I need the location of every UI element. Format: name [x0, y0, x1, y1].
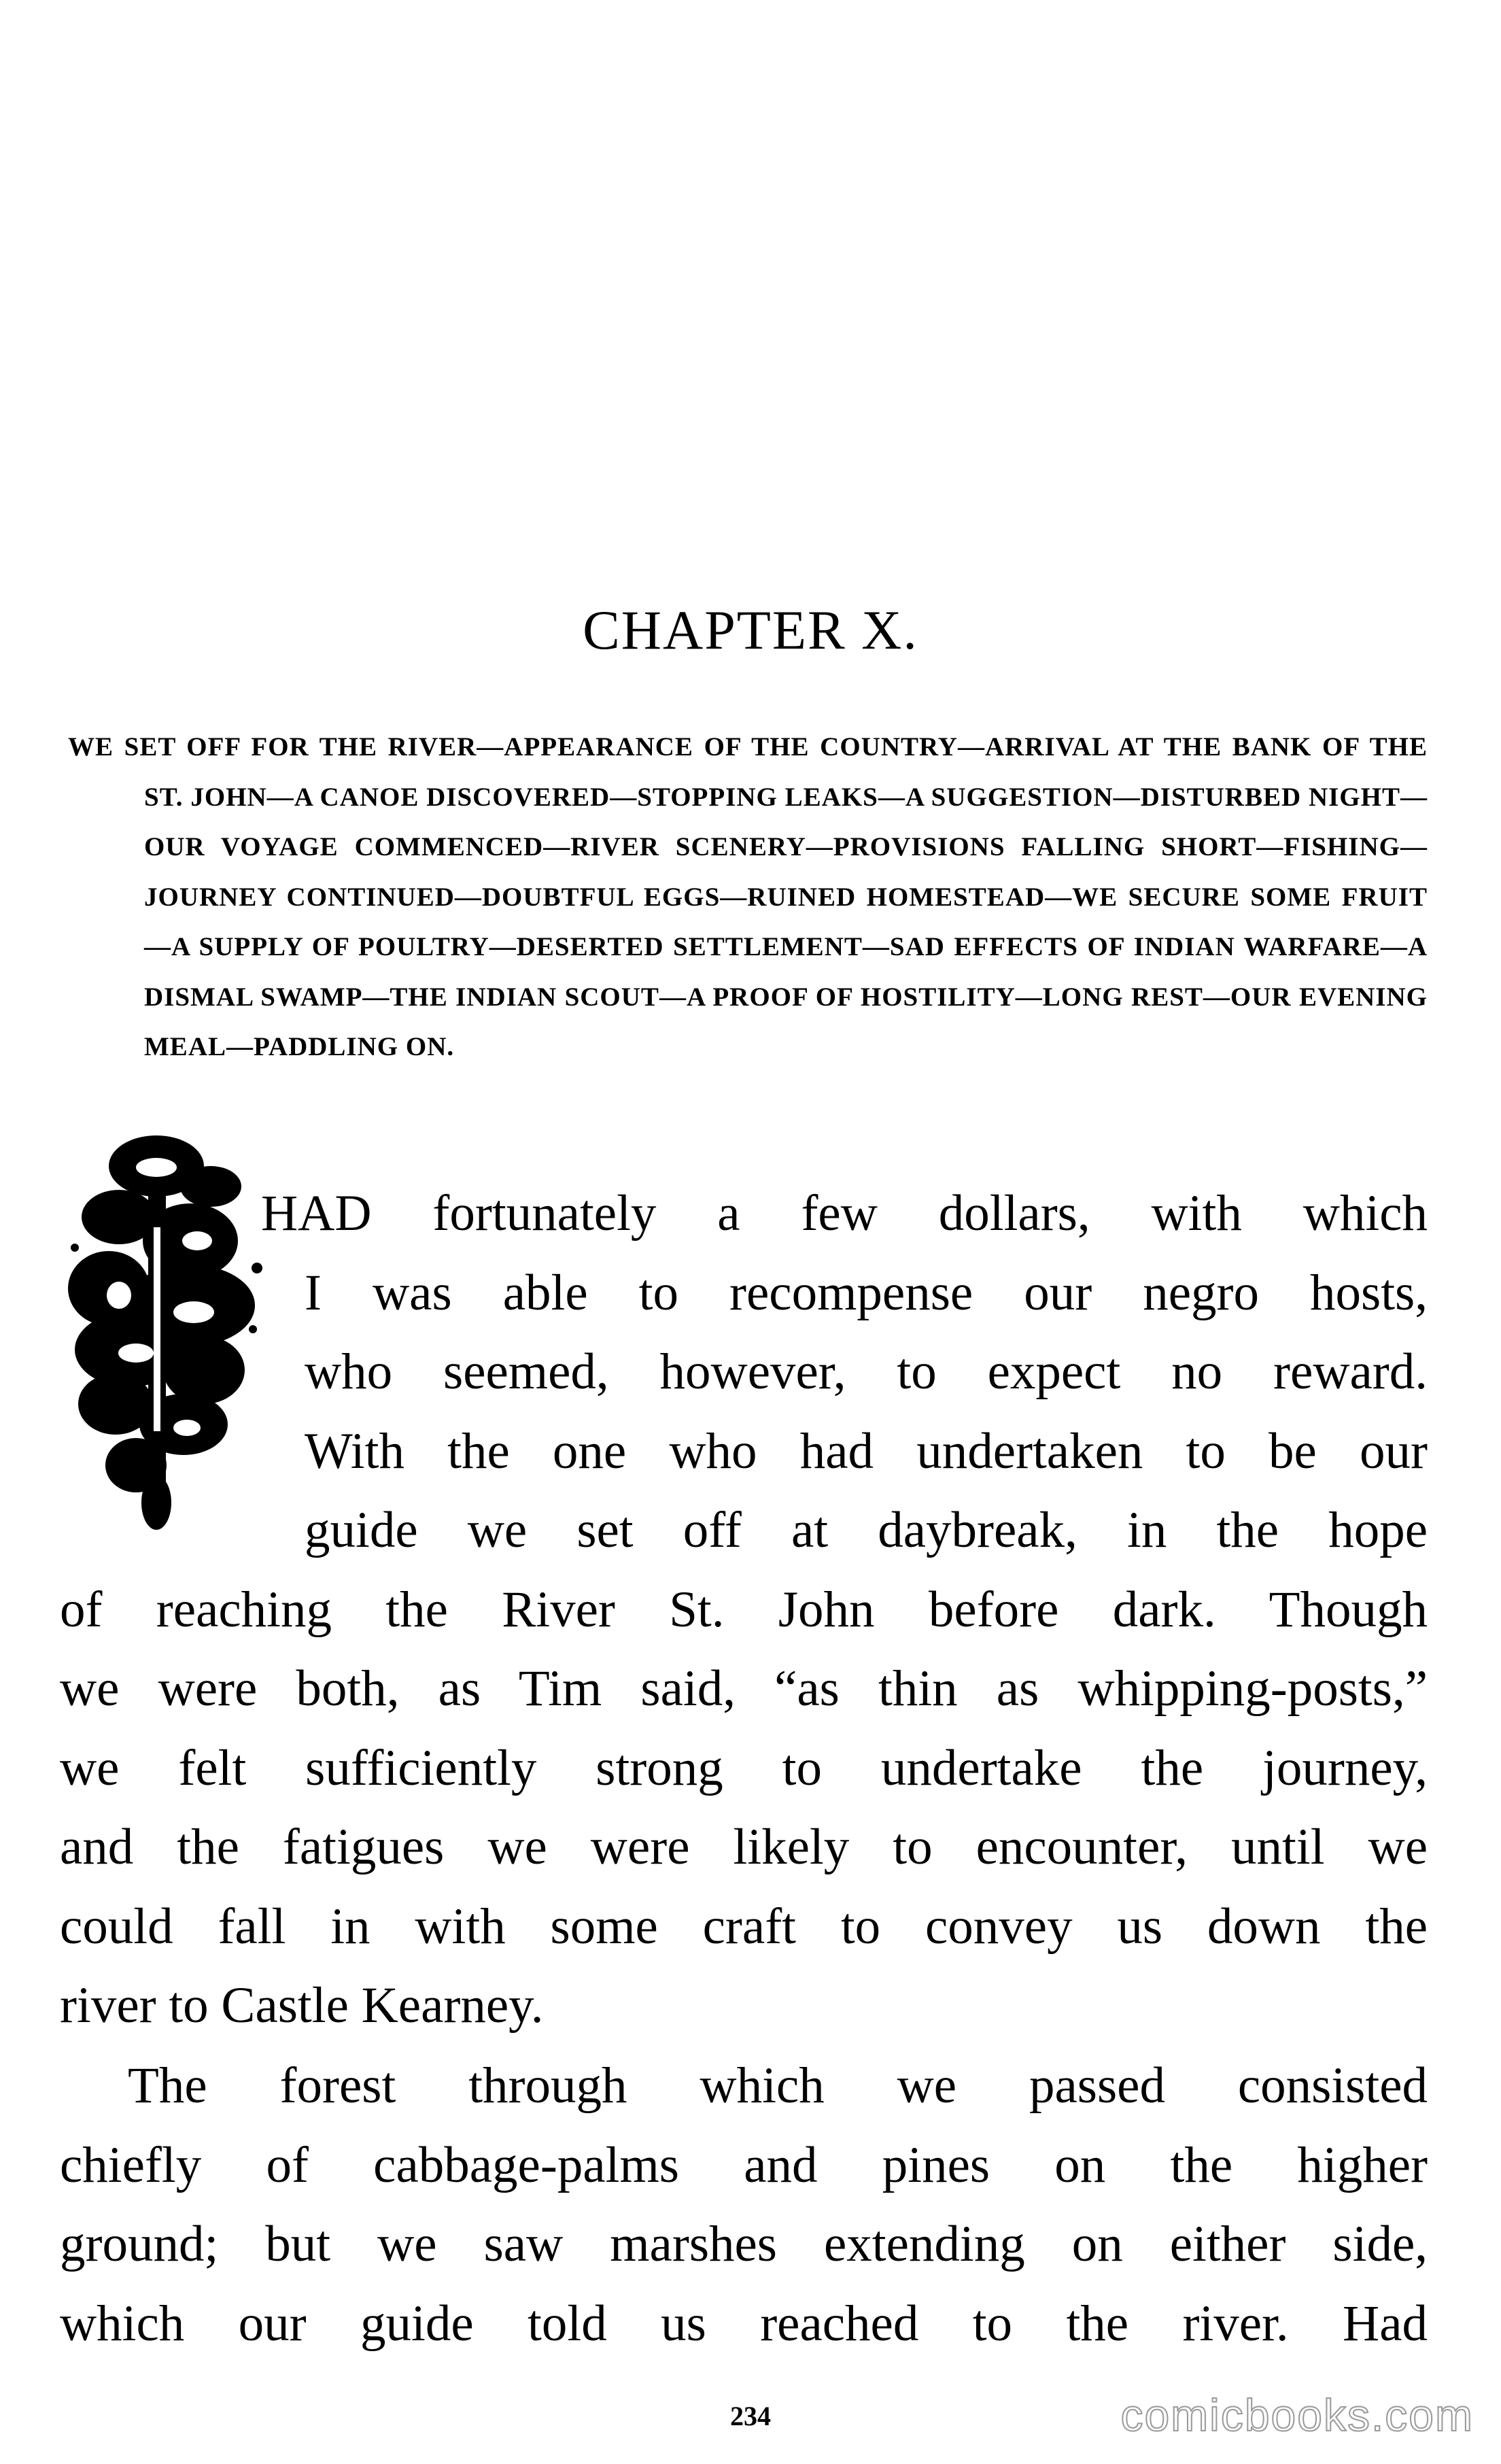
text-line: With the one who had undertaken to be our — [305, 1422, 1428, 1479]
text-line: and the fatigues we were likely to encounter, until we — [60, 1819, 1428, 1875]
watermark: comicbooks.com — [1120, 2390, 1474, 2440]
text-line: chiefly of cabbage-palms and pines on the higher — [60, 2136, 1428, 2193]
text-line: which our guide told us reached to the river. Had — [60, 2295, 1428, 2352]
text-line: ground; but we saw marshes extending on either side, — [60, 2216, 1428, 2272]
text-line: who seemed, however, to expect no reward. — [305, 1344, 1428, 1400]
page-number: 234 — [730, 2401, 771, 2431]
text-line: HAD fortunately a few dollars, with which — [261, 1185, 1428, 1242]
chapter-synopsis: WE SET OFF FOR THE RIVER—APPEARANCE OF THE COUNTRY—ARRIVAL AT THE BANK OF THE ST. JOHN—A CANOE DISCOVERED—STOPPING LEAKS—A SUGGESTION—DISTURBED NIGHT—OUR VOYAGE COMMENCED—RIVER SCENERY—PROVISIONS FALLING SHORT—FISHING—JOURNEY CONTINUED—DOUBTFUL EGGS—RUINED HOMESTEAD—WE SECURE SOME FRUIT—A SUPPLY OF POULTRY—DESERTED SETTLEMENT—SAD EFFECTS OF INDIAN WARFARE—A DISMAL SWAMP—THE INDIAN SCOUT—A PROOF OF HOSTILITY—LONG REST—OUR EVENING MEAL—PADDLING ON. — [68, 732, 1428, 1061]
chapter-title: CHAPTER X. — [583, 599, 918, 661]
text-line: The forest through which we passed consisted — [128, 2057, 1428, 2114]
paragraph-1 — [60, 1174, 1428, 2046]
paragraph-2 — [60, 2047, 1428, 2363]
text-line: we were both, as Tim said, “as thin as whipping-posts,” — [60, 1660, 1428, 1717]
text-line: could fall in with some craft to convey us down the — [60, 1898, 1428, 1955]
text-line: guide we set off at daybreak, in the hope — [305, 1502, 1428, 1558]
text-line: I was able to recompense our negro hosts, — [305, 1264, 1428, 1321]
text-line: of reaching the River St. John before dark. Though — [60, 1581, 1428, 1638]
text-line: we felt sufficiently strong to undertake the journey, — [60, 1739, 1428, 1796]
text-line: river to Castle Kearney. — [60, 1977, 544, 2034]
